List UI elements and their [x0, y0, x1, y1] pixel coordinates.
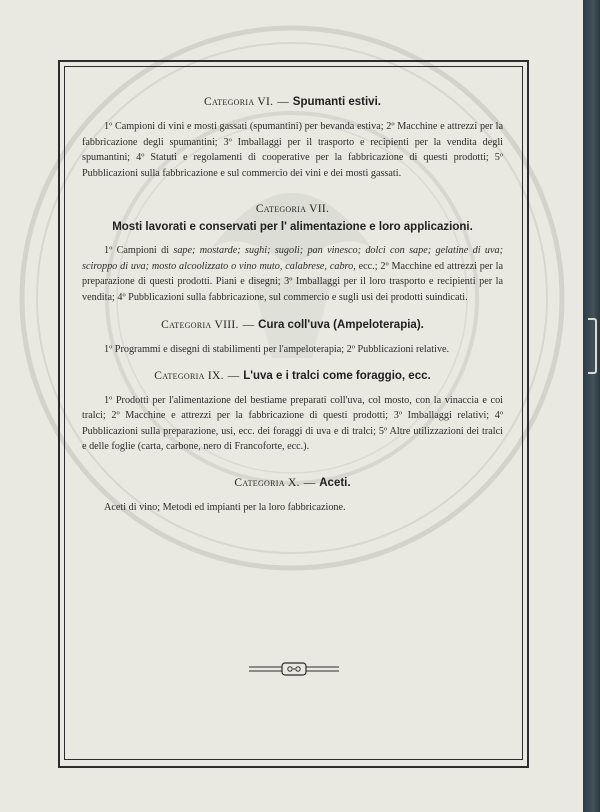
- section-category-vii: [82, 201, 503, 305]
- section-body: 1º Campioni di vini e mosti gassati (spumantini) per bevanda estiva; 2º Macchine e attrezzi per la fabbricazione degli spumantini; 3º Imballaggi per il trasporto e recipienti per la vendita degli spumantini; 4º Statuti e regolamenti di cooperative per la fabbricazione di questi prodotti; 5º Pubblicazioni sulla fabbricazione e sul commercio dei vini e dei mosti gassati.: [82, 121, 503, 179]
- category-label: Categoria IX.: [154, 369, 224, 382]
- section-category-vi: [82, 94, 503, 181]
- section-category-x: [82, 475, 503, 516]
- section-heading: Categoria VI. — Spumanti estivi.: [204, 96, 381, 108]
- category-label: Categoria VII.: [255, 203, 330, 215]
- section-heading: [82, 201, 503, 217]
- section-category-ix: [82, 368, 503, 455]
- category-label: Categoria VI.: [204, 96, 274, 108]
- section-body: 1º Prodotti per l'alimentazione del bestiame preparati coll'uva, col mosto, con la vinaccia e coi tralci; 2º Macchine e attrezzi per la fabbricazione di questi prodotti; 3º Imballaggi relativi; 4º Pubblicazioni sulla preparazione, usi, ecc. dei foraggi di uva e di tralci; 5º Altre utilizzazioni dei tralci e delle foglie (carta, carbone, nero di Francoforte, ecc.).: [82, 394, 503, 452]
- category-label: Categoria X.: [234, 476, 300, 489]
- category-label: Categoria VIII.: [161, 319, 239, 331]
- category-title: Aceti.: [319, 476, 351, 489]
- category-title: Cura coll'uva (Ampeloterapia).: [258, 319, 424, 331]
- section-body: 1º Campioni di sape; mostarde; sughi; sugoli; pan vinesco; dolci con sape; gelatine di uva; sciroppo di uva; mosto alcoolizzato o vino muto, calabrese, cabro, ecc.; 2º Macchine ed attrezzi per la preparazione di questi prodotti. Piani e disegni; 3º Imballaggi per il loro trasporto e recipienti per la vendita; 4º Pubblicazioni sulla fabbricazione, sul commercio e sugli usi dei prodotti suindicati.: [82, 245, 503, 303]
- section-body: Aceti di vino; Metodi ed impianti per la loro fabbricazione.: [104, 501, 346, 513]
- scan-background-edge: [583, 0, 600, 812]
- section-heading: Categoria IX. — L'uva e i tralci come foraggio, ecc.: [154, 369, 431, 382]
- section-heading: Categoria X. — Aceti.: [234, 476, 351, 489]
- section-heading: Categoria VIII. — Cura coll'uva (Ampeloterapia).: [161, 319, 424, 331]
- binder-clip: [588, 318, 597, 374]
- category-title: Mosti lavorati e conservati per l' alimentazione e loro applicazioni.: [112, 221, 473, 233]
- decorative-ornament: [249, 662, 339, 676]
- section-body: 1º Programmi e disegni di stabilimenti per l'ampeloterapia; 2º Pubblicazioni relative.: [104, 344, 450, 355]
- document-content: [82, 94, 503, 515]
- category-title: Spumanti estivi.: [292, 96, 381, 108]
- category-title: L'uva e i tralci come foraggio, ecc.: [243, 369, 431, 382]
- section-category-viii: [82, 317, 503, 358]
